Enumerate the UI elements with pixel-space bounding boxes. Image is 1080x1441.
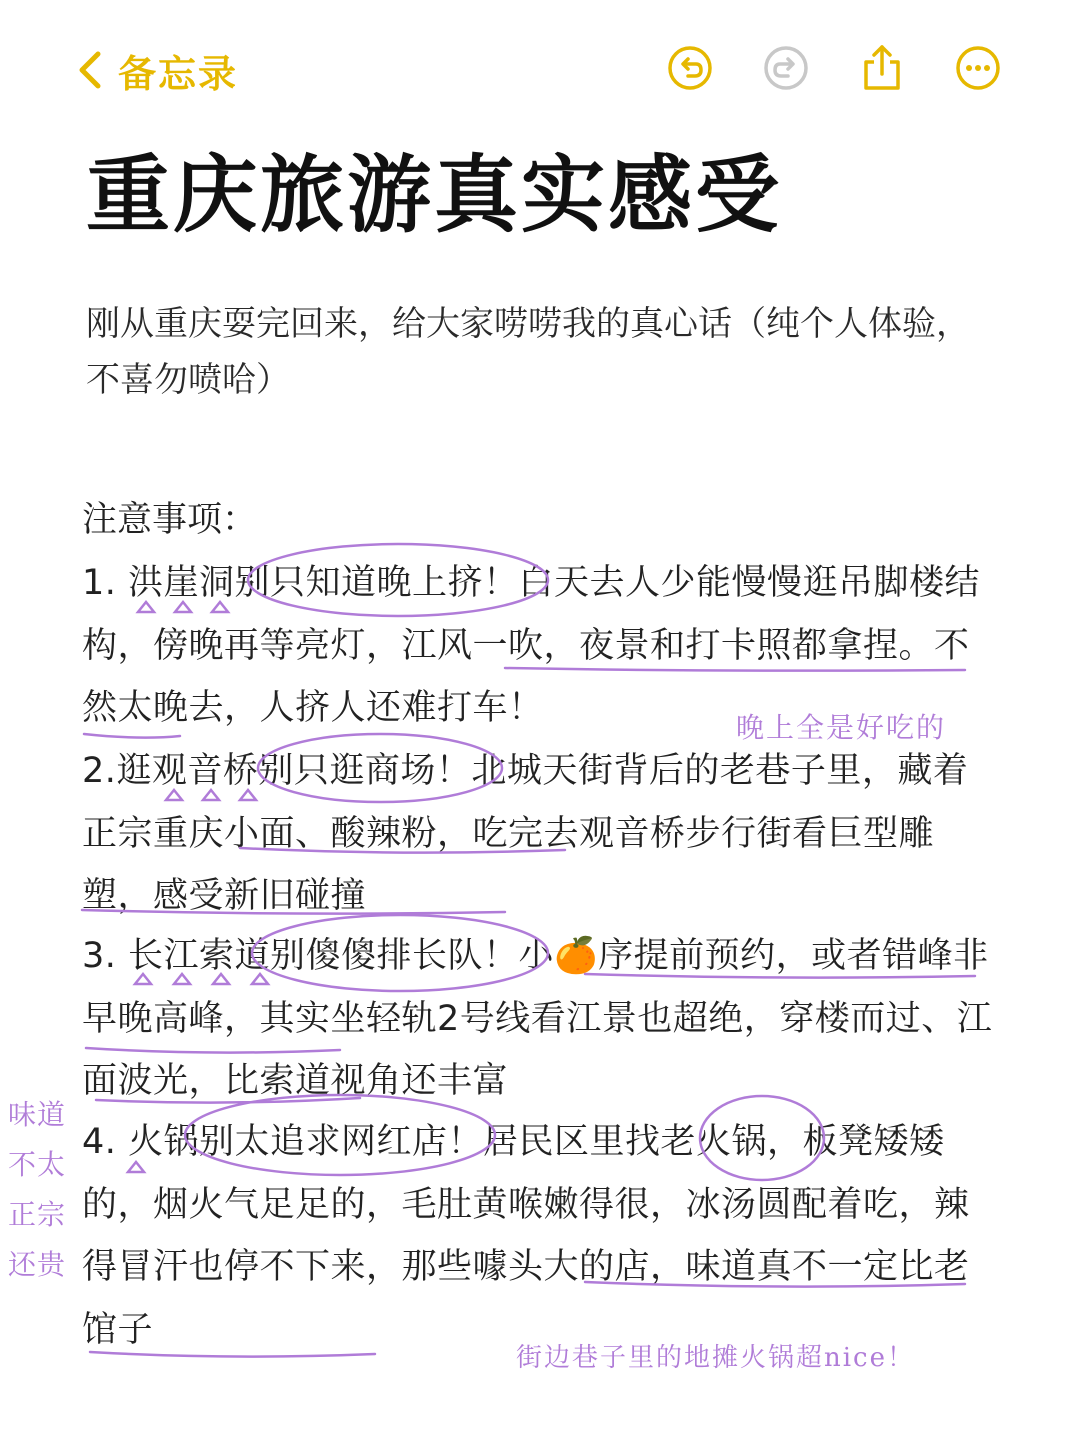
chevron-left-icon	[74, 48, 108, 92]
redo-icon	[762, 44, 810, 92]
annotation-street-hotpot: 街边巷子里的地摊火锅超nice！	[516, 1343, 916, 1373]
tip-item: 2.逛观音桥别只逛商场！北城天街背后的老巷子里，藏着正宗重庆小面、酸辣粉，吃完去观音桥步行街看巨型雕塑，感受新旧碰撞	[82, 751, 969, 916]
undo-button[interactable]	[666, 44, 714, 92]
back-button[interactable]	[74, 42, 238, 98]
note-title: 重庆旅游真实感受	[86, 146, 783, 244]
tip-item: 1. 洪崖洞别只知道晚上挤！白天去人少能慢慢逛吊脚楼结构，傍晚再等亮灯，江风一吹，夜景和打卡照都拿捏。不然太晚去，人挤人还难打车！	[82, 563, 981, 728]
navigation-bar	[0, 0, 1080, 140]
back-label: 备忘录	[118, 51, 239, 96]
note-intro: 刚从重庆耍完回来，给大家唠唠我的真心话（纯个人体验，不喜勿喷哈）	[86, 304, 970, 400]
more-icon	[954, 44, 1002, 92]
more-button[interactable]	[954, 44, 1002, 92]
share-button[interactable]	[858, 44, 906, 92]
tip-item: 3. 长江索道别傻傻排长队！小🍊序提前预约，或者错峰非早晚高峰，其实坐轻轨2号线看江景也超绝，穿楼而过、江面波光，比索道视角还丰富	[82, 936, 993, 1101]
annotation-side-note: 味道不太正宗还贵	[8, 1098, 67, 1281]
section-title: 注意事项：	[82, 500, 258, 540]
redo-button[interactable]	[762, 44, 810, 92]
share-icon	[858, 44, 906, 92]
undo-icon	[666, 44, 714, 92]
annotation-night-food: 晚上全是好吃的	[736, 711, 947, 744]
tip-item: 4. 火锅别太追求网红店！居民区里找老火锅，板凳矮矮的，烟火气足足的，毛肚黄喉嫩得很，冰汤圆配着吃，辣得冒汗也停不下来，那些噱头大的店，味道真不一定比老馆子	[82, 1122, 970, 1350]
